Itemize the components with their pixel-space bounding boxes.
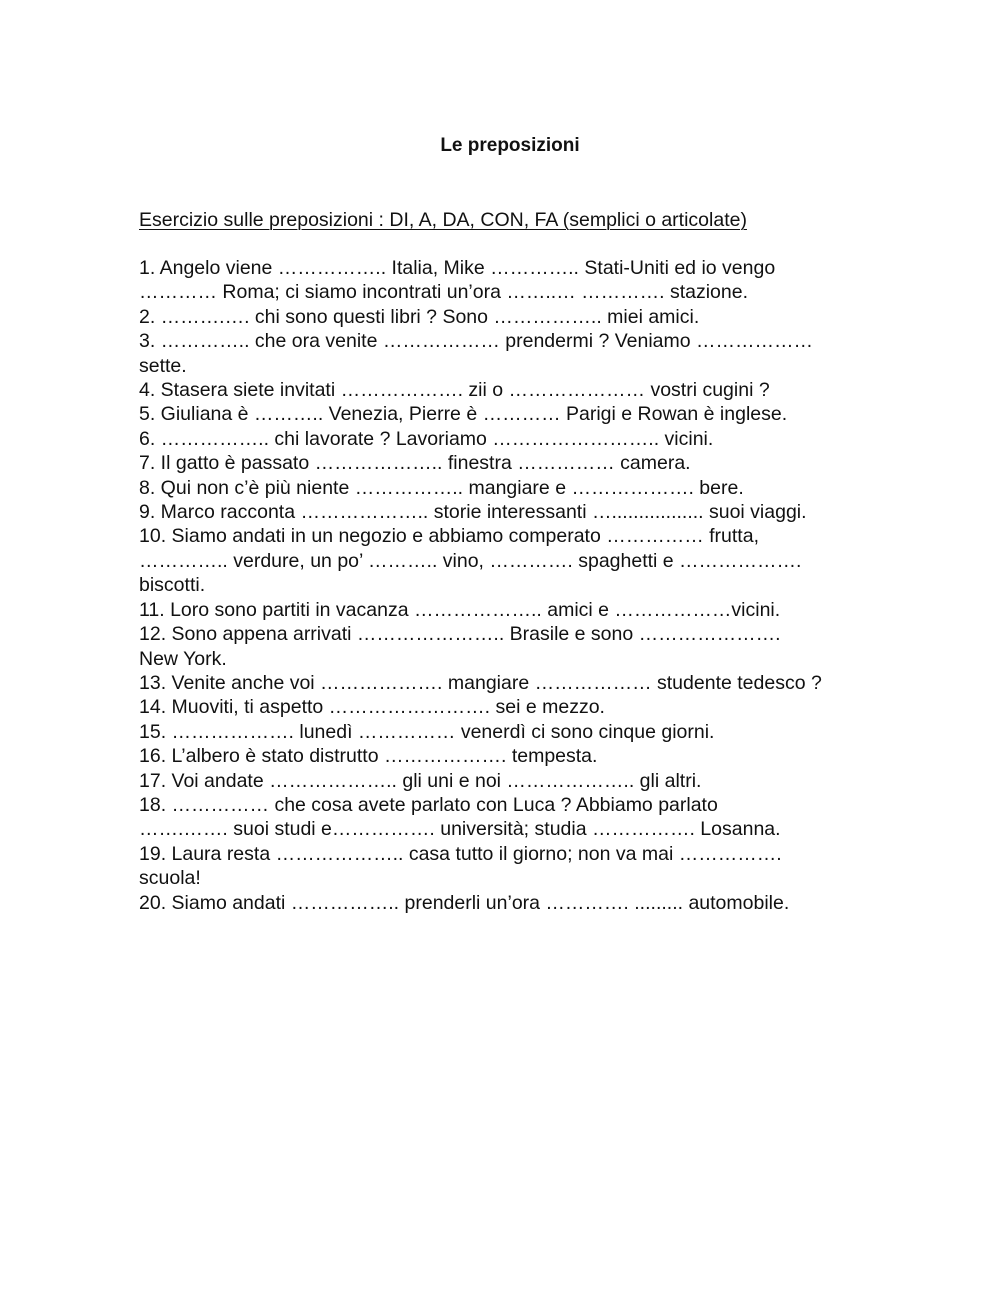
exercise-line: 14. Muoviti, ti aspetto ……………………. sei e mezzo. — [139, 696, 605, 719]
exercise-line: ………… Roma; ci siamo incontrati un’ora ……..… …………. stazione. — [139, 281, 749, 304]
exercise-line: 20. Siamo andati …………….. prenderli un’ora …………. ......... automobile. — [139, 891, 790, 914]
exercise-line: 17. Voi andate ……………….. gli uni e noi ……………….. gli altri. — [139, 769, 702, 792]
exercise-line: 7. Il gatto è passato ……………….. finestra …………… camera. — [139, 452, 691, 475]
exercise-line: 11. Loro sono partiti in vacanza ……………….. amici e ………………vicini. — [139, 598, 781, 621]
exercise-line: 9. Marco racconta ……………….. storie interessanti …................. suoi viaggi. — [139, 501, 807, 524]
exercise-line: 1. Angelo viene …………….. Italia, Mike ………….. Stati-Uniti ed io vengo — [139, 257, 776, 279]
exercise-line: 18. …………… che cosa avete parlato con Luca ? Abbiamo parlato — [139, 793, 718, 816]
exercise-line: sette. — [139, 354, 187, 377]
exercise-subtitle: Esercizio sulle preposizioni : DI, A, DA, CON, FA (semplici o articolate) — [139, 209, 747, 231]
exercise-line: 10. Siamo andati in un negozio e abbiamo comperato …………… frutta, — [139, 525, 759, 548]
exercise-line: ………….. verdure, un po’ ……….. vino, …………. spaghetti e ………………. — [139, 549, 802, 572]
exercise-line: 15. ………………. lunedì …………… venerdì ci sono cinque giorni. — [139, 720, 715, 743]
exercise-line: 19. Laura resta ……………….. casa tutto il giorno; non va mai ……………. — [139, 842, 782, 865]
exercise-line: 5. Giuliana è ……….. Venezia, Pierre è ………… Parigi e Rowan è inglese. — [139, 403, 788, 426]
exercise-line: 12. Sono appena arrivati ………………….. Brasile e sono …………………. — [139, 623, 781, 646]
exercise-line: 16. L’albero è stato distrutto ………………. tempesta. — [139, 745, 598, 768]
exercise-line: …….……. suoi studi e……………. università; studia ……………. Losanna. — [139, 818, 781, 841]
exercise-line: 6. …………….. chi lavorate ? Lavoriamo …………………….. vicini. — [139, 427, 714, 450]
exercise-line: 8. Qui non c’è più niente …………….. mangiare e ………………. bere. — [139, 476, 744, 499]
exercise-line: 3. ………….. che ora venite ……………… prendermi ? Veniamo ……………… — [139, 330, 814, 353]
exercise-line: New York. — [139, 647, 227, 670]
exercise-line: biscotti. — [139, 574, 206, 597]
exercise-line: 4. Stasera siete invitati ………………. zii o ………………… vostri cugini ? — [139, 379, 770, 402]
page-title: Le preposizioni — [440, 135, 580, 156]
exercise-line: 2. ……….…. chi sono questi libri ? Sono …………….. miei amici. — [139, 305, 700, 328]
exercise-line: 13. Venite anche voi ………………. mangiare ……………… studente tedesco ? — [139, 671, 822, 694]
exercise-list — [139, 256, 899, 915]
exercise-line: scuola! — [139, 867, 201, 890]
